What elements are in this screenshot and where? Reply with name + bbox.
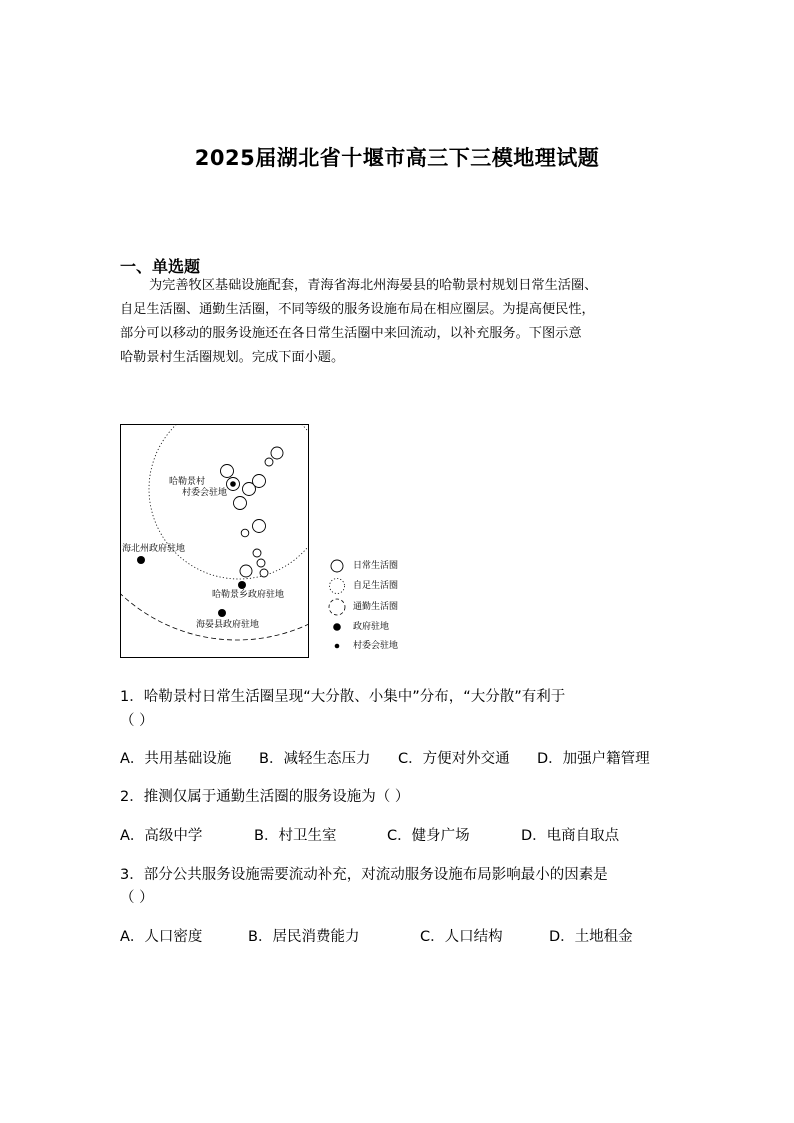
daily-circle [257, 559, 265, 567]
question-1-answer-blank: （ ） [120, 713, 154, 729]
legend-label-government: 政府驻地 [353, 622, 390, 632]
dashed-circle-icon [329, 599, 345, 615]
daily-circle [253, 549, 261, 557]
daily-circle [240, 565, 252, 577]
question-1-stem: 1．哈勒景村日常生活圈呈现“大分散、小集中”分布，“大分散”有利于 [120, 689, 566, 705]
life-circle-figure [120, 424, 420, 662]
question-1-option-d[interactable]: D．加强户籍管理 [537, 751, 650, 767]
legend-symbols [328, 558, 352, 654]
map-legend [328, 558, 428, 654]
question-1-option-b[interactable]: B．减轻生态压力 [259, 751, 371, 767]
village-committee-label: 村委会驻地 [182, 488, 228, 498]
life-circle-map [120, 424, 309, 658]
large-black-dot-icon [333, 623, 341, 631]
question-2-option-a[interactable]: A．高级中学 [120, 828, 203, 844]
reading-passage [120, 274, 676, 370]
dotted-circle-icon [330, 579, 345, 594]
daily-circle [265, 458, 273, 466]
question-2-stem: 2．推测仅属于通勤生活圈的服务设施为（ ） [120, 789, 410, 805]
page-title: 2025届湖北省十堰市高三下三模地理试题 [194, 146, 600, 170]
daily-circle [234, 497, 247, 510]
prefecture-government-label: 海北州政府驻地 [122, 544, 186, 554]
legend-label-daily: 日常生活圈 [353, 561, 399, 571]
question-3-option-a[interactable]: A．人口密度 [120, 929, 203, 945]
passage-line: 哈勒景村生活圈规划。完成下面小题。 [120, 350, 345, 365]
question-1-option-c[interactable]: C．方便对外交通 [398, 751, 510, 767]
village-label: 哈勒景村 [169, 477, 206, 487]
question-3-answer-blank: （ ） [120, 890, 154, 906]
county-government-label: 海晏县政府驻地 [196, 620, 260, 630]
question-3-option-b[interactable]: B．居民消费能力 [248, 929, 360, 945]
question-3-option-d[interactable]: D．土地租金 [549, 929, 633, 945]
prefecture-government-marker [137, 556, 145, 564]
small-circle-outline-icon [331, 560, 343, 572]
question-2-option-c[interactable]: C．健身广场 [387, 828, 470, 844]
daily-circle [253, 475, 266, 488]
passage-line: 为完善牧区基础设施配套，青海省海北州海晏县的哈勒景村规划日常生活圈、 [149, 278, 598, 293]
question-3-stem: 3．部分公共服务设施需要流动补充，对流动服务设施布局影响最小的因素是 [120, 867, 608, 883]
small-black-dot-icon [335, 644, 340, 649]
township-government-label: 哈勒景乡政府驻地 [212, 590, 285, 600]
daily-circle [253, 520, 266, 533]
county-government-marker [218, 609, 226, 617]
passage-line: 部分可以移动的服务设施还在各日常生活圈中来回流动，以补充服务。下图示意 [120, 326, 582, 341]
legend-label-commuting: 通勤生活圈 [353, 602, 399, 612]
question-2-option-b[interactable]: B．村卫生室 [254, 828, 337, 844]
legend-label-village-committee: 村委会驻地 [353, 641, 399, 651]
question-2-option-d[interactable]: D．电商自取点 [521, 828, 620, 844]
daily-circle [271, 447, 283, 459]
passage-line: 自足生活圈、通勤生活圈，不同等级的服务设施布局在相应圈层。为提高便民性， [120, 302, 595, 317]
daily-circle [221, 465, 234, 478]
township-government-marker [238, 581, 246, 589]
daily-circle [260, 569, 268, 577]
question-1-option-a[interactable]: A．共用基础设施 [120, 751, 232, 767]
self-sufficient-circle [149, 425, 310, 579]
daily-circle [241, 529, 249, 537]
village-committee-marker [230, 481, 236, 487]
question-3-option-c[interactable]: C．人口结构 [420, 929, 503, 945]
legend-label-self-sufficient: 自足生活圈 [353, 581, 399, 591]
section-heading: 一、单选题 [120, 257, 201, 276]
